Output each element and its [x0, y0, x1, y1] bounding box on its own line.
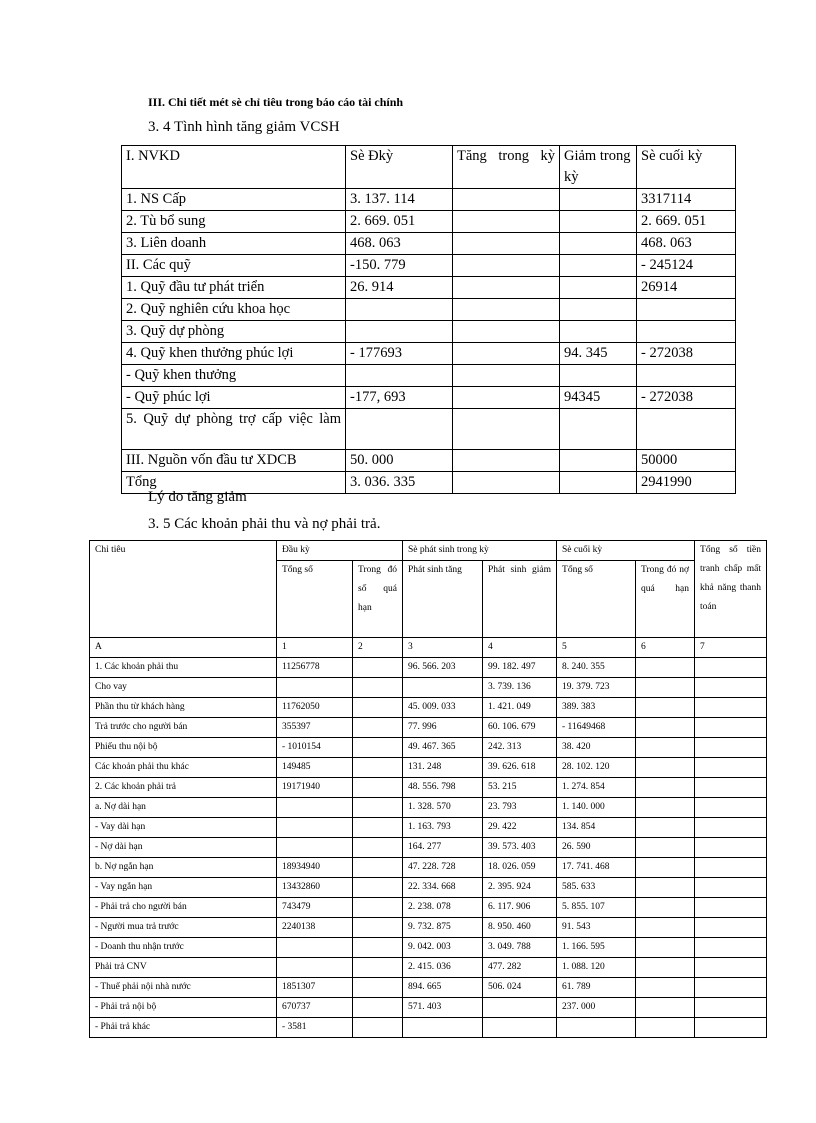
table-cell [453, 277, 560, 299]
table-cell: - 1010154 [277, 738, 353, 758]
table-cell: 1. 328. 570 [403, 798, 483, 818]
table-cell [403, 1018, 483, 1038]
table-row [122, 255, 736, 277]
table-cell: 743479 [277, 898, 353, 918]
table-cell: Trả trước cho người bán [90, 718, 277, 738]
table-cell: 11256778 [277, 658, 353, 678]
table-cell: 670737 [277, 998, 353, 1018]
table-cell [636, 858, 695, 878]
table-cell: - Thuế phải nội nhà nước [90, 978, 277, 998]
table-cell: - Quỹ phúc lợi [122, 387, 346, 409]
table-cell [695, 698, 767, 718]
table-cell [353, 998, 403, 1018]
table-cell [695, 778, 767, 798]
table-cell [353, 698, 403, 718]
table-cell: 19. 379. 723 [557, 678, 636, 698]
table-row [122, 189, 736, 211]
table-cell: Tổng [122, 472, 346, 494]
table-cell: 53. 215 [483, 778, 557, 798]
table-cell [695, 858, 767, 878]
header-cell: Sè phát sinh trong kỳ [403, 541, 557, 561]
table-row [122, 409, 736, 450]
table-cell: 50000 [637, 450, 736, 472]
table-cell: 389. 383 [557, 698, 636, 718]
table-cell: 2. Quỹ nghiên cứu khoa học [122, 299, 346, 321]
table-cell: 91. 543 [557, 918, 636, 938]
index-cell: 3 [403, 638, 483, 658]
table-cell: 131. 248 [403, 758, 483, 778]
table-cell: 99. 182. 497 [483, 658, 557, 678]
table-row [90, 878, 767, 898]
table-cell: 38. 420 [557, 738, 636, 758]
table-cell: 1851307 [277, 978, 353, 998]
table-cell: 61. 789 [557, 978, 636, 998]
subheader-cell: Tổng số [557, 561, 636, 638]
table-cell [560, 189, 637, 211]
table-cell [353, 678, 403, 698]
table-cell [636, 718, 695, 738]
table-row [122, 211, 736, 233]
table-cell [560, 233, 637, 255]
table-cell: Các khoản phải thu khác [90, 758, 277, 778]
table-cell [695, 758, 767, 778]
table-cell [557, 1018, 636, 1038]
table-cell [636, 758, 695, 778]
table-cell [560, 409, 637, 450]
subheader-cell: Trong đó nợ quá hạn [636, 561, 695, 638]
table-cell [453, 321, 560, 343]
table-cell: 1. 274. 854 [557, 778, 636, 798]
table-cell [353, 838, 403, 858]
table-cell [636, 958, 695, 978]
table-cell: 5. 855. 107 [557, 898, 636, 918]
receivables-payables-table [89, 540, 767, 1038]
table-cell [636, 838, 695, 858]
table-cell [346, 365, 453, 387]
table-cell: 1. 088. 120 [557, 958, 636, 978]
table-cell: - Quỹ khen thưởng [122, 365, 346, 387]
table-cell [353, 858, 403, 878]
table-cell: 134. 854 [557, 818, 636, 838]
table-cell: 60. 106. 679 [483, 718, 557, 738]
table-cell [353, 758, 403, 778]
table-cell: 3317114 [637, 189, 736, 211]
table-cell: -150. 779 [346, 255, 453, 277]
table-row [90, 1018, 767, 1038]
table-cell: a. Nợ dài hạn [90, 798, 277, 818]
table-cell [453, 299, 560, 321]
table-cell [636, 818, 695, 838]
table-cell: 3. 137. 114 [346, 189, 453, 211]
table-cell: 571. 403 [403, 998, 483, 1018]
table-cell [695, 798, 767, 818]
table-cell: 468. 063 [637, 233, 736, 255]
table-cell: 242. 313 [483, 738, 557, 758]
table-cell [636, 978, 695, 998]
table-row [122, 365, 736, 387]
table-cell: Cho vay [90, 678, 277, 698]
table-cell [277, 838, 353, 858]
table-cell: 49. 467. 365 [403, 738, 483, 758]
table-cell [636, 658, 695, 678]
table-cell: 5. Quỹ dự phòng trợ cấp việc làm [122, 409, 346, 450]
table-cell [353, 878, 403, 898]
subheader-cell: Tổng số [277, 561, 353, 638]
table-cell: - 272038 [637, 387, 736, 409]
table-cell [637, 365, 736, 387]
table-cell: 1. 166. 595 [557, 938, 636, 958]
table-cell [695, 918, 767, 938]
table-cell [483, 998, 557, 1018]
table-cell: - Doanh thu nhận trước [90, 938, 277, 958]
table-cell [560, 277, 637, 299]
table-cell [636, 798, 695, 818]
table-cell [277, 678, 353, 698]
table-cell: 1. Quỹ đầu tư phát triển [122, 277, 346, 299]
table-cell: 19171940 [277, 778, 353, 798]
table-row [90, 918, 767, 938]
header-cell: Tổng số tiền tranh chấp mất khả năng thanh toán [695, 541, 767, 638]
table-row [122, 321, 736, 343]
table-cell [636, 898, 695, 918]
table-cell [453, 189, 560, 211]
table-cell: - Phải trả nội bộ [90, 998, 277, 1018]
table-cell: II. Các quỹ [122, 255, 346, 277]
table-cell: - 272038 [637, 343, 736, 365]
table-cell: 45. 009. 033 [403, 698, 483, 718]
table-cell [353, 1018, 403, 1038]
table-cell [346, 409, 453, 450]
table-row [90, 938, 767, 958]
table-cell [353, 918, 403, 938]
table-cell: b. Nợ ngắn hạn [90, 858, 277, 878]
table-cell: -177, 693 [346, 387, 453, 409]
table-cell: III. Nguồn vốn đầu tư XDCB [122, 450, 346, 472]
table-cell: 11762050 [277, 698, 353, 718]
table-cell: 2. 415. 036 [403, 958, 483, 978]
table-row [90, 738, 767, 758]
table-cell: 2. Tù bổ sung [122, 211, 346, 233]
table-cell: 468. 063 [346, 233, 453, 255]
table-cell [453, 255, 560, 277]
index-cell: 5 [557, 638, 636, 658]
table-cell [695, 878, 767, 898]
header-cell: Sè cuối kỳ [557, 541, 695, 561]
header-cell: Đầu kỳ [277, 541, 403, 561]
table-cell: 506. 024 [483, 978, 557, 998]
table-cell: 39. 573. 403 [483, 838, 557, 858]
table-cell [560, 255, 637, 277]
section-title-receivables: 3. 5 Các khoản phải thu và nợ phải trả. [148, 516, 381, 532]
table-cell: - Phải trả cho người bán [90, 898, 277, 918]
table-row [90, 698, 767, 718]
table-cell: 1. 163. 793 [403, 818, 483, 838]
table-cell: Phải trả CNV [90, 958, 277, 978]
table-cell: 2. Các khoản phải trả [90, 778, 277, 798]
subheader-cell: Phát sinh tăng [403, 561, 483, 638]
table-cell [695, 718, 767, 738]
table-cell [453, 387, 560, 409]
table-cell [560, 299, 637, 321]
table-cell: 2240138 [277, 918, 353, 938]
table-cell: 585. 633 [557, 878, 636, 898]
table-cell: 48. 556. 798 [403, 778, 483, 798]
table-cell: 164. 277 [403, 838, 483, 858]
table-cell: 6. 117. 906 [483, 898, 557, 918]
table-cell [353, 718, 403, 738]
table-row [90, 718, 767, 738]
table-cell [560, 450, 637, 472]
section-heading: III. Chi tiết mét sè chỉ tiêu trong báo cáo tài chính [148, 95, 404, 109]
table-cell [695, 938, 767, 958]
header-cell: Chỉ tiêu [90, 541, 277, 638]
table-cell [453, 409, 560, 450]
table-cell [453, 450, 560, 472]
table-row [90, 838, 767, 858]
table-cell: 2. 238. 078 [403, 898, 483, 918]
table-cell [277, 958, 353, 978]
table-cell [636, 938, 695, 958]
table-cell: 29. 422 [483, 818, 557, 838]
section-title-equity: 3. 4 Tình hình tăng giảm VCSH [148, 119, 340, 135]
index-cell: 6 [636, 638, 695, 658]
table-row [90, 778, 767, 798]
table-row [90, 958, 767, 978]
table-cell [636, 998, 695, 1018]
table-cell: 17. 741. 468 [557, 858, 636, 878]
table-cell: 237. 000 [557, 998, 636, 1018]
table-row [90, 998, 767, 1018]
table-cell: 26. 590 [557, 838, 636, 858]
table-cell [636, 878, 695, 898]
table-cell [695, 898, 767, 918]
table-cell: - Nợ dài hạn [90, 838, 277, 858]
table-cell: 2. 669. 051 [637, 211, 736, 233]
equity-change-table [121, 145, 736, 494]
table-cell [453, 233, 560, 255]
table-cell: 149485 [277, 758, 353, 778]
table-cell: 26. 914 [346, 277, 453, 299]
table-cell [695, 958, 767, 978]
table-row [90, 758, 767, 778]
table-cell [636, 698, 695, 718]
table-row [122, 387, 736, 409]
index-cell: 2 [353, 638, 403, 658]
table-cell [353, 658, 403, 678]
table-row [122, 450, 736, 472]
table-cell: 2. 395. 924 [483, 878, 557, 898]
table-cell [695, 818, 767, 838]
table-cell [636, 778, 695, 798]
table-cell [636, 678, 695, 698]
table-cell [453, 472, 560, 494]
table-row [90, 658, 767, 678]
table-header-row [90, 541, 767, 561]
table-cell: 894. 665 [403, 978, 483, 998]
table-cell [636, 918, 695, 938]
table-cell [353, 798, 403, 818]
table-cell [695, 838, 767, 858]
table-cell [277, 938, 353, 958]
table-cell [560, 365, 637, 387]
table-cell: 77. 996 [403, 718, 483, 738]
table-cell: - Người mua trả trước [90, 918, 277, 938]
table-cell: 22. 334. 668 [403, 878, 483, 898]
table-cell [560, 211, 637, 233]
table-cell: 18934940 [277, 858, 353, 878]
table-cell: 28. 102. 120 [557, 758, 636, 778]
table-cell: 2. 669. 051 [346, 211, 453, 233]
table-cell: Phần thu từ khách hàng [90, 698, 277, 718]
table-cell [695, 738, 767, 758]
subheader-cell: Phát sinh giảm [483, 561, 557, 638]
table-cell [637, 299, 736, 321]
table-cell: 1. 140. 000 [557, 798, 636, 818]
table-cell [353, 778, 403, 798]
table-cell: - Vay dài hạn [90, 818, 277, 838]
table-cell [695, 1018, 767, 1038]
table-row [90, 978, 767, 998]
header-cell: I. NVKD [122, 146, 346, 189]
table-row [122, 299, 736, 321]
table-cell [560, 321, 637, 343]
table-cell: 1. NS Cấp [122, 189, 346, 211]
table-cell: - Phải trả khác [90, 1018, 277, 1038]
table-cell: 23. 793 [483, 798, 557, 818]
header-cell: Sè cuối kỳ [637, 146, 736, 189]
table-cell: 96. 566. 203 [403, 658, 483, 678]
table-cell [695, 678, 767, 698]
table-row [90, 798, 767, 818]
table-cell [353, 898, 403, 918]
table-cell [695, 658, 767, 678]
table-row [122, 277, 736, 299]
table-cell: 18. 026. 059 [483, 858, 557, 878]
table-cell: 3. Liên doanh [122, 233, 346, 255]
table-cell [346, 299, 453, 321]
table-cell: 3. 049. 788 [483, 938, 557, 958]
table-cell: Phiếu thu nội bộ [90, 738, 277, 758]
table-cell [560, 472, 637, 494]
index-cell: 1 [277, 638, 353, 658]
index-cell: A [90, 638, 277, 658]
table-cell: 3. 036. 335 [346, 472, 453, 494]
table-cell: - 3581 [277, 1018, 353, 1038]
reason-label: Lý do tăng giảm [148, 489, 247, 505]
table-cell [695, 978, 767, 998]
index-cell: 4 [483, 638, 557, 658]
table-cell: - 177693 [346, 343, 453, 365]
table-row [122, 343, 736, 365]
table-row [90, 858, 767, 878]
table-cell [353, 978, 403, 998]
table-cell [353, 938, 403, 958]
table-cell: 477. 282 [483, 958, 557, 978]
table-row [122, 233, 736, 255]
table-cell: 50. 000 [346, 450, 453, 472]
table-cell [453, 343, 560, 365]
table-cell [403, 678, 483, 698]
table-cell: 94. 345 [560, 343, 637, 365]
index-cell: 7 [695, 638, 767, 658]
table-index-row [90, 638, 767, 658]
table-cell [353, 958, 403, 978]
subheader-cell: Trong đó số quá hạn [353, 561, 403, 638]
table-cell [483, 1018, 557, 1038]
table-cell: 8. 950. 460 [483, 918, 557, 938]
table-cell [277, 818, 353, 838]
table-cell: - Vay ngắn hạn [90, 878, 277, 898]
table-cell: 1. Các khoản phải thu [90, 658, 277, 678]
table-cell: 9. 732. 875 [403, 918, 483, 938]
header-cell: Giảm trong kỳ [560, 146, 637, 189]
table-cell: 355397 [277, 718, 353, 738]
table-cell [453, 211, 560, 233]
table-cell: 3. Quỹ dự phòng [122, 321, 346, 343]
table-row [90, 678, 767, 698]
table-cell [346, 321, 453, 343]
table-cell [453, 365, 560, 387]
table-cell [637, 321, 736, 343]
table-cell: - 245124 [637, 255, 736, 277]
table-header-row [122, 146, 736, 189]
table-cell: 3. 739. 136 [483, 678, 557, 698]
table-cell: 8. 240. 355 [557, 658, 636, 678]
header-cell: Tăng trong kỳ [453, 146, 560, 189]
table-cell: 2941990 [637, 472, 736, 494]
table-cell [277, 798, 353, 818]
table-cell [636, 738, 695, 758]
table-cell [636, 1018, 695, 1038]
table-cell: 4. Quỹ khen thưởng phúc lợi [122, 343, 346, 365]
table-cell: 94345 [560, 387, 637, 409]
table-cell: - 11649468 [557, 718, 636, 738]
header-cell: Sè Đkỳ [346, 146, 453, 189]
table-cell: 1. 421. 049 [483, 698, 557, 718]
table-cell: 13432860 [277, 878, 353, 898]
table-cell: 47. 228. 728 [403, 858, 483, 878]
table-cell [353, 818, 403, 838]
table-row [90, 818, 767, 838]
table-cell [353, 738, 403, 758]
table-cell: 9. 042. 003 [403, 938, 483, 958]
table-cell: 26914 [637, 277, 736, 299]
table-cell [637, 409, 736, 450]
table-cell: 39. 626. 618 [483, 758, 557, 778]
table-cell [695, 998, 767, 1018]
table-row [90, 898, 767, 918]
